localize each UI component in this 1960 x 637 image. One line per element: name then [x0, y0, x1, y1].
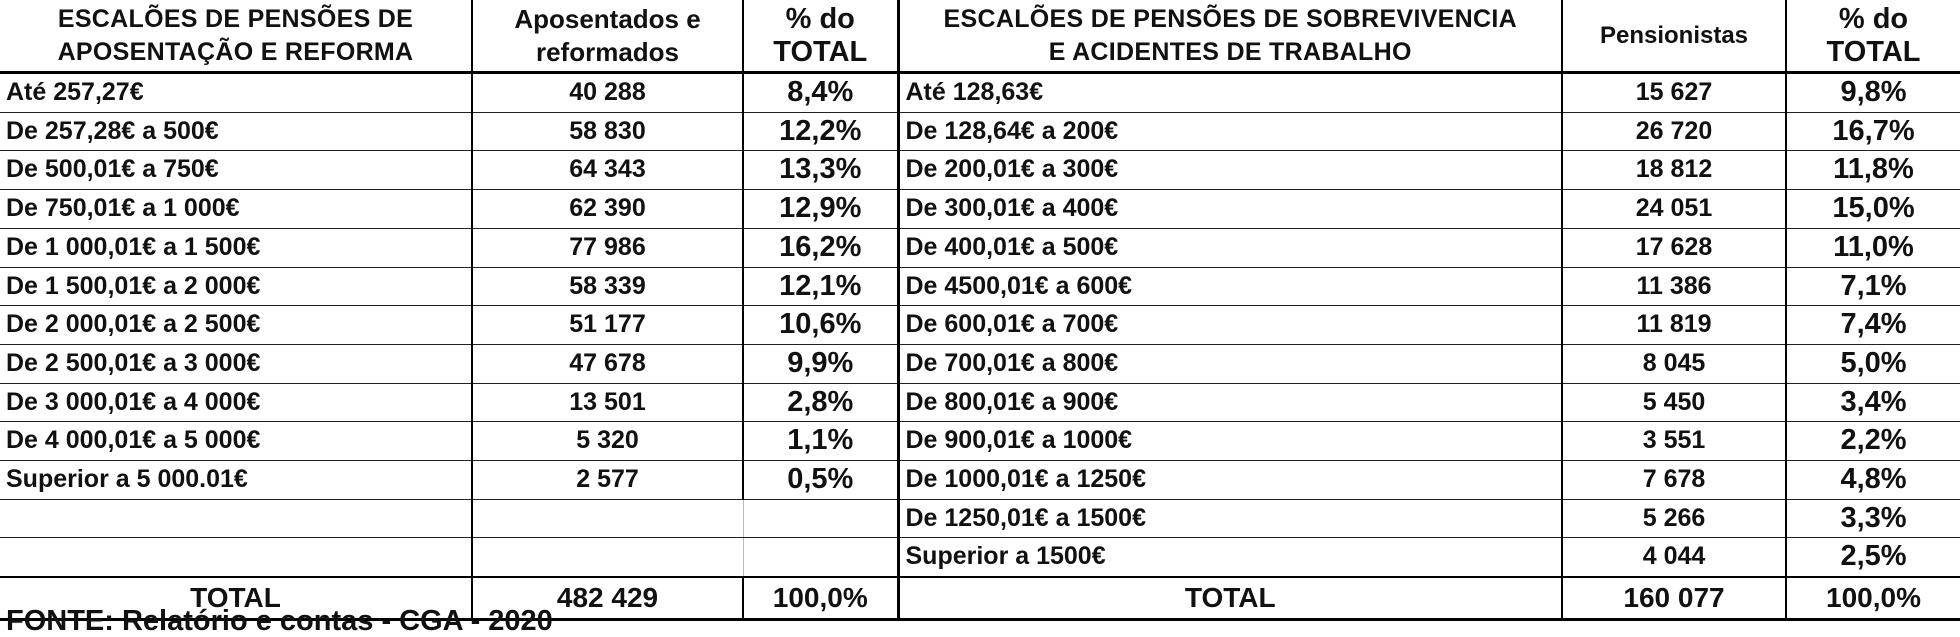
table-row	[0, 151, 1960, 190]
retired-pct-cell: 2,8%	[743, 383, 898, 422]
survivor-bracket-cell: De 700,01€ a 800€	[898, 344, 1562, 383]
survivor-bracket-cell: De 200,01€ a 300€	[898, 151, 1562, 190]
retired-pct-cell: 12,9%	[743, 190, 898, 229]
retired-count-cell: 77 986	[472, 228, 743, 267]
table-row	[0, 344, 1960, 383]
pensioners-count-cell: 11 386	[1562, 267, 1786, 306]
pensioners-pct-cell: 11,8%	[1786, 151, 1960, 190]
pensioners-count-cell: 3 551	[1562, 422, 1786, 461]
pensioners-count-cell: 18 812	[1562, 151, 1786, 190]
retirement-bracket-cell	[0, 538, 472, 577]
header-retired-count	[472, 0, 743, 73]
pensioners-count-cell: 8 045	[1562, 344, 1786, 383]
pensioners-count-cell: 24 051	[1562, 190, 1786, 229]
retired-count-cell: 58 339	[472, 267, 743, 306]
retirement-bracket-cell: De 4 000,01€ a 5 000€	[0, 422, 472, 461]
retired-pct-cell: 16,2%	[743, 228, 898, 267]
header-survivor-brackets-line2: E ACIDENTES DE TRABALHO	[1048, 37, 1412, 66]
pensioners-count-cell: 4 044	[1562, 538, 1786, 577]
retired-count-cell: 13 501	[472, 383, 743, 422]
retirement-bracket-cell: De 257,28€ a 500€	[0, 112, 472, 151]
header-retired-pct-line1: % do	[785, 2, 855, 35]
survivor-bracket-cell: De 4500,01€ a 600€	[898, 267, 1562, 306]
survivor-bracket-cell: De 128,64€ a 200€	[898, 112, 1562, 151]
table-row	[0, 267, 1960, 306]
table-row	[0, 190, 1960, 229]
pensioners-pct-cell: 2,5%	[1786, 538, 1960, 577]
table-row	[0, 73, 1960, 113]
pensioners-pct-cell: 7,4%	[1786, 306, 1960, 345]
pensioners-count-cell: 5 266	[1562, 499, 1786, 538]
pensioners-pct-cell: 3,4%	[1786, 383, 1960, 422]
retirement-bracket-cell: De 3 000,01€ a 4 000€	[0, 383, 472, 422]
pensioners-pct-cell: 7,1%	[1786, 267, 1960, 306]
retired-pct-cell: 9,9%	[743, 344, 898, 383]
retired-pct-cell: 12,2%	[743, 112, 898, 151]
retired-count-cell	[472, 538, 743, 577]
retired-pct-cell: 12,1%	[743, 267, 898, 306]
survivor-bracket-cell: De 800,01€ a 900€	[898, 383, 1562, 422]
survivor-bracket-cell: De 400,01€ a 500€	[898, 228, 1562, 267]
pensioners-count-cell: 7 678	[1562, 461, 1786, 500]
retired-count-cell: 5 320	[472, 422, 743, 461]
header-row	[0, 0, 1960, 73]
pensioners-pct-cell: 2,2%	[1786, 422, 1960, 461]
table-row	[0, 422, 1960, 461]
survivor-bracket-cell: De 300,01€ a 400€	[898, 190, 1562, 229]
survivor-bracket-cell: Até 128,63€	[898, 73, 1562, 113]
total-label-left: TOTAL	[0, 577, 472, 620]
pensioners-pct-cell: 11,0%	[1786, 228, 1960, 267]
table-row	[0, 499, 1960, 538]
survivor-bracket-cell: Superior a 1500€	[898, 538, 1562, 577]
pensioners-count-cell: 5 450	[1562, 383, 1786, 422]
header-retired-pct	[743, 0, 898, 73]
header-pensioners-count: Pensionistas	[1562, 0, 1786, 73]
header-survivor-brackets	[898, 0, 1562, 73]
retired-pct-cell	[743, 499, 898, 538]
total-retired-pct: 100,0%	[743, 577, 898, 620]
pensioners-pct-cell: 3,3%	[1786, 499, 1960, 538]
pensioners-pct-cell: 5,0%	[1786, 344, 1960, 383]
total-pensioners-pct: 100,0%	[1786, 577, 1960, 620]
retired-pct-cell: 0,5%	[743, 461, 898, 500]
total-retired-count: 482 429	[472, 577, 743, 620]
retired-count-cell	[472, 499, 743, 538]
header-retired-count-line1: Aposentados e	[514, 3, 701, 34]
total-label-right: TOTAL	[898, 577, 1562, 620]
retired-count-cell: 64 343	[472, 151, 743, 190]
table-row	[0, 461, 1960, 500]
table-row	[0, 383, 1960, 422]
header-survivor-brackets-line1: ESCALÕES DE PENSÕES DE SOBREVIVENCIA	[943, 4, 1517, 33]
header-retired-pct-line2: TOTAL	[773, 35, 868, 68]
retired-count-cell: 51 177	[472, 306, 743, 345]
header-pensioners-pct	[1786, 0, 1960, 73]
table-row	[0, 228, 1960, 267]
header-retired-count-line2: reformados	[535, 36, 680, 67]
retirement-bracket-cell	[0, 499, 472, 538]
retirement-bracket-cell: De 2 000,01€ a 2 500€	[0, 306, 472, 345]
header-retirement-brackets-line1: ESCALÕES DE PENSÕES DE	[57, 4, 414, 33]
header-retirement-brackets-line2: APOSENTAÇÃO E REFORMA	[57, 37, 414, 66]
survivor-bracket-cell: De 1000,01€ a 1250€	[898, 461, 1562, 500]
pensioners-count-cell: 11 819	[1562, 306, 1786, 345]
retirement-bracket-cell: De 2 500,01€ a 3 000€	[0, 344, 472, 383]
pensioners-count-cell: 15 627	[1562, 73, 1786, 113]
pensioners-pct-cell: 15,0%	[1786, 190, 1960, 229]
retirement-bracket-cell: De 750,01€ a 1 000€	[0, 190, 472, 229]
survivor-bracket-cell: De 600,01€ a 700€	[898, 306, 1562, 345]
retired-pct-cell: 13,3%	[743, 151, 898, 190]
retirement-bracket-cell: Até 257,27€	[0, 73, 472, 113]
survivor-bracket-cell: De 900,01€ a 1000€	[898, 422, 1562, 461]
retirement-bracket-cell: Superior a 5 000.01€	[0, 461, 472, 500]
retired-pct-cell: 8,4%	[743, 73, 898, 113]
retired-pct-cell	[743, 538, 898, 577]
retirement-bracket-cell: De 500,01€ a 750€	[0, 151, 472, 190]
table-body	[0, 73, 1960, 578]
retired-pct-cell: 1,1%	[743, 422, 898, 461]
survivor-bracket-cell: De 1250,01€ a 1500€	[898, 499, 1562, 538]
retired-count-cell: 40 288	[472, 73, 743, 113]
pensioners-pct-cell: 4,8%	[1786, 461, 1960, 500]
source-note: FONTE: Relatório e contas - CGA - 2020	[6, 605, 553, 637]
pensioners-pct-cell: 16,7%	[1786, 112, 1960, 151]
retired-count-cell: 47 678	[472, 344, 743, 383]
retired-count-cell: 2 577	[472, 461, 743, 500]
table-row	[0, 306, 1960, 345]
retired-count-cell: 58 830	[472, 112, 743, 151]
header-retirement-brackets	[0, 0, 472, 73]
pensioners-count-cell: 26 720	[1562, 112, 1786, 151]
pensioners-count-cell: 17 628	[1562, 228, 1786, 267]
retired-pct-cell: 10,6%	[743, 306, 898, 345]
table-row	[0, 538, 1960, 577]
header-pensioners-pct-line1: % do	[1838, 2, 1909, 35]
pensioners-pct-cell: 9,8%	[1786, 73, 1960, 113]
retirement-bracket-cell: De 1 000,01€ a 1 500€	[0, 228, 472, 267]
retired-count-cell: 62 390	[472, 190, 743, 229]
table-row	[0, 112, 1960, 151]
total-pensioners-count: 160 077	[1562, 577, 1786, 620]
retirement-bracket-cell: De 1 500,01€ a 2 000€	[0, 267, 472, 306]
header-pensioners-pct-line2: TOTAL	[1826, 35, 1921, 68]
